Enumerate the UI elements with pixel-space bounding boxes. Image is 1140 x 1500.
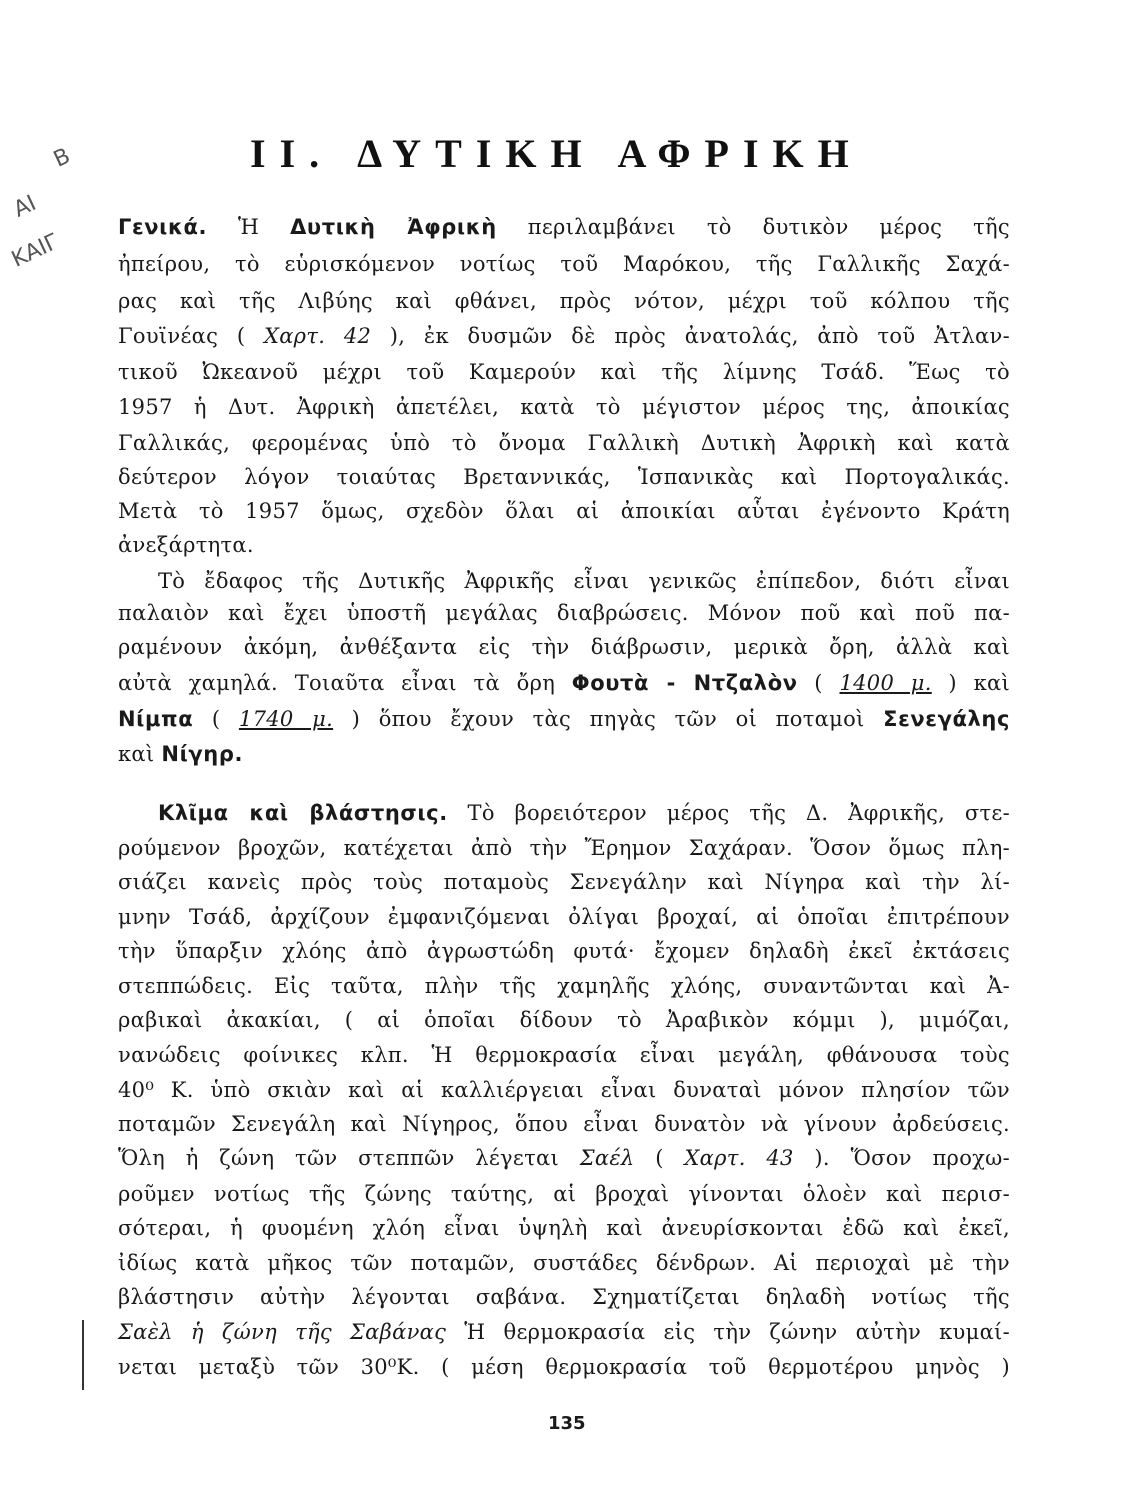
text-line: Σαὲλ ἡ ζώνη τῆς Σαβάνας Ἡ θερμοκρασία εἰς τὴν ζώνην αὐτὴν κυμαί- [118,1320,1010,1344]
text-line: σιάζει κανεὶς πρὸς τοὺς ποταμοὺς Σενεγάλην καὶ Νίγηρα καὶ τὴν λί- [118,870,1010,894]
text-line: 40⁰ Κ. ὑπὸ σκιὰν καὶ αἱ καλλιέργειαι εἶναι δυναταὶ μόνον πλησίον τῶν [118,1078,1010,1102]
section-heading: Γενικά. [118,215,208,239]
text-line: καὶ Νίγηρ. [118,742,244,766]
text-line: δεύτερον λόγον τοιαύτας Βρεταννικάς, Ἱσπανικὰς καὶ Πορτογαλικάς. [118,465,1010,489]
text-line: ρας καὶ τῆς Λιβύης καὶ φθάνει, πρὸς νότον, μέχρι τοῦ κόλπου τῆς [118,289,1010,313]
text-line: 1957 ἡ Δυτ. Ἀφρικὴ ἀπετέλει, κατὰ τὸ μέγιστον μέρος της, ἀποικίας [118,395,1010,419]
text-line: νανώδεις φοίνικες κλπ. Ἡ θερμοκρασία εἶναι μεγάλη, φθάνουσα τοὺς [118,1043,1010,1067]
text-line: ραβικαὶ ἀκακίαι, ( αἱ ὁποῖαι δίδουν τὸ Ἀραβικὸν κόμμι ), μιμόζαι, [118,1008,1010,1032]
text-line: ἀνεξάρτητα. [118,533,254,557]
text-line: Ὅλη ἡ ζώνη τῶν στεππῶν λέγεται Σαέλ ( Χαρτ. 43 ). Ὅσον προχω- [118,1146,1010,1170]
text-line: ἰδίως κατὰ μῆκος τῶν ποταμῶν, συστάδες δένδρων. Αἱ περιοχαὶ μὲ τὴν [118,1251,1010,1275]
text-line: σότεραι, ἡ φυομένη χλόη εἶναι ὑψηλὴ καὶ ἀνευρίσκονται ἐδῶ καὶ ἐκεῖ, [118,1216,1010,1240]
text-line: ροῦμεν νοτίως τῆς ζώνης ταύτης, αἱ βροχαὶ γίνονται ὁλοὲν καὶ περισ- [118,1182,1010,1206]
text-line: Γουϊνέας ( Χαρτ. 42 ), ἐκ δυσμῶν δὲ πρὸς ἀνατολάς, ἀπὸ τοῦ Ἀτλαν- [118,324,1010,348]
text-line: παλαιὸν καὶ ἔχει ὑποστῆ μεγάλας διαβρώσεις. Μόνον ποῦ καὶ ποῦ πα- [118,601,1010,625]
text-line: ἠπείρου, τὸ εὑρισκόμενον νοτίως τοῦ Μαρόκου, τῆς Γαλλικῆς Σαχά- [118,252,1010,276]
section-heading: Κλῖμα καὶ βλάστησις. [158,801,448,825]
text-line: Γαλλικάς, φερομένας ὑπὸ τὸ ὄνομα Γαλλικὴ Δυτικὴ Ἀφρικὴ καὶ κατὰ [118,431,1010,455]
page-title: II. ΔΥΤΙΚΗ ΑΦΡΙΚΗ [250,131,863,176]
text-line: τὴν ὕπαρξιν χλόης ἀπὸ ἀγρωστώδη φυτά· ἔχομεν δηλαδὴ ἐκεῖ ἐκτάσεις [118,939,1010,963]
text-line: αὐτὰ χαμηλά. Τοιαῦτα εἶναι τὰ ὄρη Φουτὰ - Ντζαλὸν ( 1400 μ. ) καὶ [118,671,1011,695]
text-line: Μετὰ τὸ 1957 ὅμως, σχεδὸν ὅλαι αἱ ἀποικίαι αὗται ἐγένοντο Κράτη [118,499,1010,523]
text-line: Γενικά. Ἡ Δυτικὴ Ἀφρικὴ περιλαμβάνει τὸ δυτικὸν μέρος τῆς [118,215,1010,239]
margin-handwriting: ΚΑΙΓ [8,229,63,273]
text-line: Κλῖμα καὶ βλάστησις. Τὸ βορειότερον μέρος τῆς Δ. Ἀφρικῆς, στε- [158,801,1010,825]
margin-handwriting: ΑΙ [10,190,41,223]
text-line: τικοῦ Ὠκεανοῦ μέχρι τοῦ Καμερούν καὶ τῆς λίμνης Τσάδ. Ἕως τὸ [118,360,1010,384]
text-line: Νίμπα ( 1740 μ. ) ὅπου ἔχουν τὰς πηγὰς τῶν οἱ ποταμοὶ Σενεγάλης [118,707,1010,731]
text-line: Τὸ ἔδαφος τῆς Δυτικῆς Ἀφρικῆς εἶναι γενικῶς ἐπίπεδον, διότι εἶναι [158,569,1010,593]
text-line: νεται μεταξὺ τῶν 30⁰Κ. ( μέση θερμοκρασία τοῦ θερμοτέρου μηνὸς ) [118,1355,1010,1379]
margin-line [82,1320,84,1390]
text-line: ποταμῶν Σενεγάλη καὶ Νίγηρος, ὅπου εἶναι δυνατὸν νὰ γίνουν ἀρδεύσεις. [118,1112,1010,1136]
text-line: ραμένουν ἀκόμη, ἀνθέξαντα εἰς τὴν διάβρωσιν, μερικὰ ὄρη, ἀλλὰ καὶ [118,635,1010,659]
text-line: μνην Τσάδ, ἀρχίζουν ἐμφανιζόμεναι ὀλίγαι βροχαί, αἱ ὁποῖαι ἐπιτρέπουν [118,905,1010,929]
text-line: ρούμενον βροχῶν, κατέχεται ἀπὸ τὴν Ἔρημον Σαχάραν. Ὅσον ὅμως πλη- [118,836,1010,860]
text-line: στεππώδεις. Εἰς ταῦτα, πλὴν τῆς χαμηλῆς χλόης, συναντῶνται καὶ Ἀ- [118,974,1010,998]
margin-handwriting: Β [50,143,75,173]
page-number: 135 [548,1413,586,1434]
text-line: βλάστησιν αὐτὴν λέγονται σαβάνα. Σχηματίζεται δηλαδὴ νοτίως τῆς [118,1285,1010,1309]
